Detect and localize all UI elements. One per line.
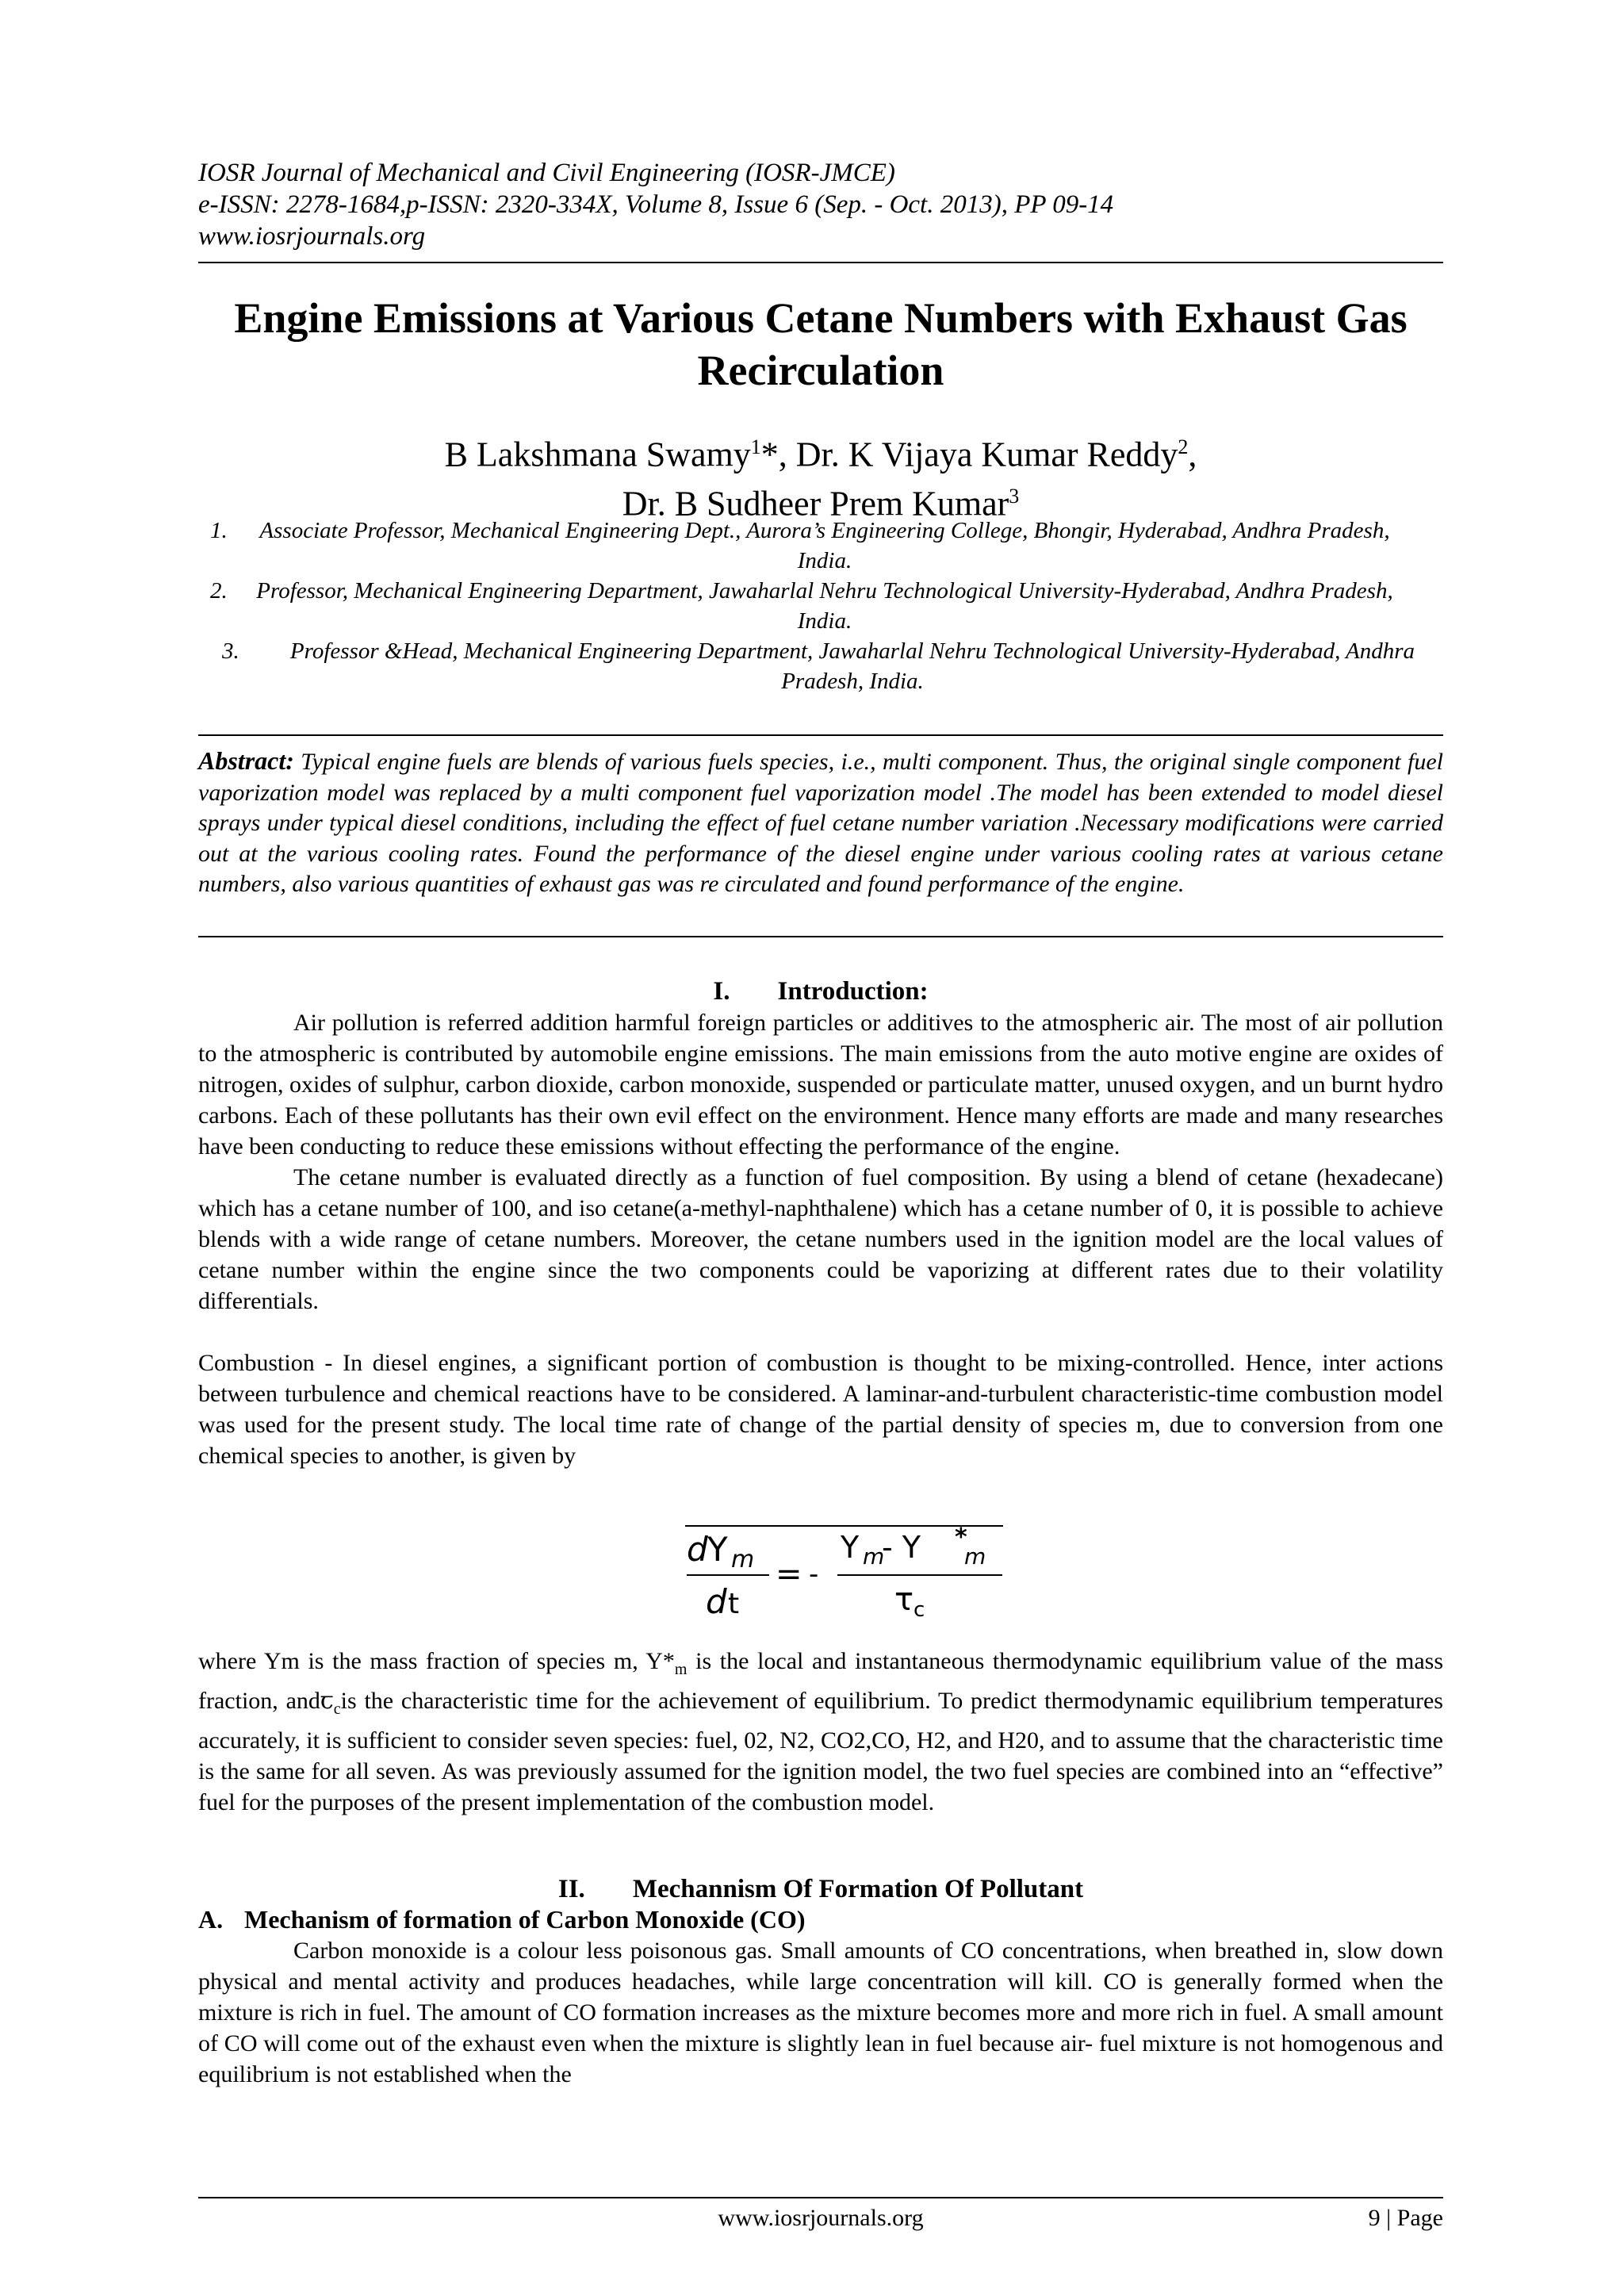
journal-header (198, 157, 1443, 252)
author-1-affil-mark: 1 (750, 435, 761, 458)
eq-minus: - (809, 1558, 819, 1590)
paper-title: Engine Emissions at Various Cetane Numbers with Exhaust Gas Recirculation (234, 294, 1408, 394)
author-list (198, 427, 1443, 524)
co-body (198, 1935, 1443, 2090)
affiliation-1 (198, 516, 1443, 576)
abstract-top-rule (198, 734, 1443, 736)
tau-symbol: ꞇ (320, 1688, 334, 1714)
header-divider (198, 262, 1443, 263)
author-1: B Lakshmana Swamy (444, 435, 751, 474)
eq-num-m2: m (964, 1543, 986, 1570)
eq-tau-c: c (914, 1598, 925, 1622)
abstract-text: Typical engine fuels are blends of various fuels species, i.e., multi component. Thus, the original single component fuel vaporization model was replaced by a multi component fuel vaporization model .The model has been extended to model diesel sprays under typical diesel conditions, including the effect of fuel cetane number variation .Necessary modifications were carried out at the various cooling rates. Found the performance of the diesel engine under various cooling rates at various cetane numbers, also various quantities of exhaust gas was re circulated and found performance of the engine. (198, 749, 1443, 897)
journal-name: IOSR Journal of Mechanical and Civil Engineering (IOSR-JMCE) (198, 159, 895, 187)
author-2-affil-mark: 2 (1178, 435, 1189, 458)
author-2-suffix: , (1188, 435, 1197, 474)
affiliation-text: Professor, Mechanical Engineering Department, Jawaharlal Nehru Technological University-Hyderabad, Andhra Pradesh, India. (256, 578, 1393, 634)
subscript: m (674, 1661, 688, 1678)
affiliation-text: Professor &Head, Mechanical Engineering Department, Jawaharlal Nehru Technological University-Hyderabad, Andhra Pradesh, India. (289, 638, 1415, 694)
eq-num-Y: Y (841, 1530, 860, 1565)
text-run: is the characteristic time for the achievement of equilibrium. To predict thermodynamic equilibrium temperatures accurately, it is sufficient to consider seven species: fuel, 02, N2, CO2,CO, H2, and H20, and to assume that the characteristic time is the same for all seven. As was previously assumed for the ignition model, the two fuel species are combined into an “effective” fuel for the purposes of the present implementation of the combustion model. (198, 1688, 1443, 1815)
footer-divider (198, 2197, 1443, 2198)
affiliation-2 (198, 576, 1443, 636)
equation-explanation (198, 1646, 1443, 1818)
paper-page (198, 0, 1443, 2296)
affiliation-3 (198, 636, 1443, 696)
equation-rate-of-change (682, 1523, 1007, 1626)
eq-star: * (955, 1524, 967, 1551)
eq-dt-d: d (706, 1582, 727, 1621)
author-3: Dr. B Sudheer Prem Kumar (622, 484, 1009, 523)
eq-tau: τ (894, 1581, 914, 1618)
eq-dt-t: t (728, 1588, 740, 1620)
affiliation-number: 1. (210, 518, 228, 543)
paragraph: Carbon monoxide is a colour less poisonous gas. Small amounts of CO concentrations, when breathed in, slow down physical and mental activity and produces headaches, while large concentration will kill. CO is generally formed when the mixture is rich in fuel. The amount of CO formation increases as the mixture becomes more and more rich in fuel. A small amount of CO will come out of the exhaust even when the mixture is slightly lean in fuel because air- fuel mixture is not homogenous and equilibrium is not established when the (198, 1938, 1443, 2087)
footer-url[interactable]: www.iosrjournals.org (718, 2205, 924, 2231)
eq-Y: Y (707, 1530, 728, 1569)
eq-d: d (687, 1530, 708, 1569)
section-heading-introduction (198, 976, 1443, 1007)
abstract (198, 746, 1443, 900)
affiliation-list (198, 516, 1443, 696)
journal-url[interactable]: www.iosrjournals.org (198, 222, 426, 251)
eq-num-minusY: - Y (882, 1530, 921, 1565)
section-title: Mechannism Of Formation Of Pollutant (632, 1875, 1084, 1903)
subscript: c (333, 1700, 341, 1718)
author-3-affil-mark: 3 (1009, 484, 1020, 508)
subsection-heading-co (198, 1903, 1443, 1935)
journal-issn: e-ISSN: 2278-1684,p-ISSN: 2320-334X, Volume 8, Issue 6 (Sep. - Oct. 2013), PP 09-14 (198, 190, 1114, 219)
section-number: II. (557, 1875, 585, 1903)
section-heading-mechanism (198, 1873, 1443, 1905)
paragraph: Air pollution is referred addition harmful foreign particles or additives to the atmospheric air. The most of air pollution to the atmospheric is contributed by automobile engine emissions. The main emissions from the auto motive engine are oxides of nitrogen, oxides of sulphur, carbon dioxide, carbon monoxide, suspended or particulate matter, unused oxygen, and un burnt hydro carbons. Each of these pollutants has their own evil effect on the environment. Hence many efforts are made and many researches have been conducting to reduce these emissions without effecting the performance of the engine. (198, 1010, 1443, 1159)
section-title: Introduction: (777, 977, 929, 1006)
subsection-title: Mechanism of formation of Carbon Monoxide (CO) (244, 1905, 806, 1934)
page-number: 9 | Page (1368, 2205, 1443, 2231)
abstract-label: Abstract: (198, 746, 294, 775)
eq-m: m (731, 1546, 755, 1573)
abstract-bottom-rule (198, 936, 1443, 937)
author-2: Dr. K Vijaya Kumar Reddy (795, 435, 1178, 474)
affiliation-text: Associate Professor, Mechanical Engineering Dept., Aurora’s Engineering College, Bhongir, Hyderabad, Andhra Pradesh, India. (259, 518, 1390, 573)
paragraph (198, 1646, 1443, 1818)
author-1-suffix: *, (760, 435, 796, 474)
paragraph: Combustion - In diesel engines, a significant portion of combustion is thought to be mixing-controlled. Hence, inter actions between turbulence and chemical reactions have to be considered. A laminar-and-turbulent characteristic-time combustion model was used for the present study. The local time rate of change of the partial density of species m, due to conversion from one chemical species to another, is given by (198, 1350, 1443, 1469)
affiliation-number: 2. (210, 578, 228, 604)
text-run: where Ym is the mass fraction of species m, Y* (198, 1648, 675, 1674)
section-number: I. (713, 977, 730, 1006)
affiliation-number: 3. (222, 638, 239, 664)
paragraph: The cetane number is evaluated directly as a function of fuel composition. By using a blend of cetane (hexadecane) which has a cetane number of 100, and iso cetane(a-methyl-naphthalene) which has a cetane number of 0, it is possible to achieve blends with a wide range of cetane numbers. Moreover, the cetane numbers used in the ignition model are the local values of cetane number within the engine since the two components could be vaporizing at different rates due to their volatility differentials. (198, 1164, 1443, 1314)
subsection-letter: A. (198, 1905, 224, 1934)
eq-num-m: m (863, 1543, 885, 1570)
text-run: is the local and instantaneous thermodynamic equilibrium value of the mass fraction, and (198, 1648, 1443, 1714)
intro-body (198, 1007, 1443, 1471)
eq-equals: = (776, 1556, 802, 1593)
